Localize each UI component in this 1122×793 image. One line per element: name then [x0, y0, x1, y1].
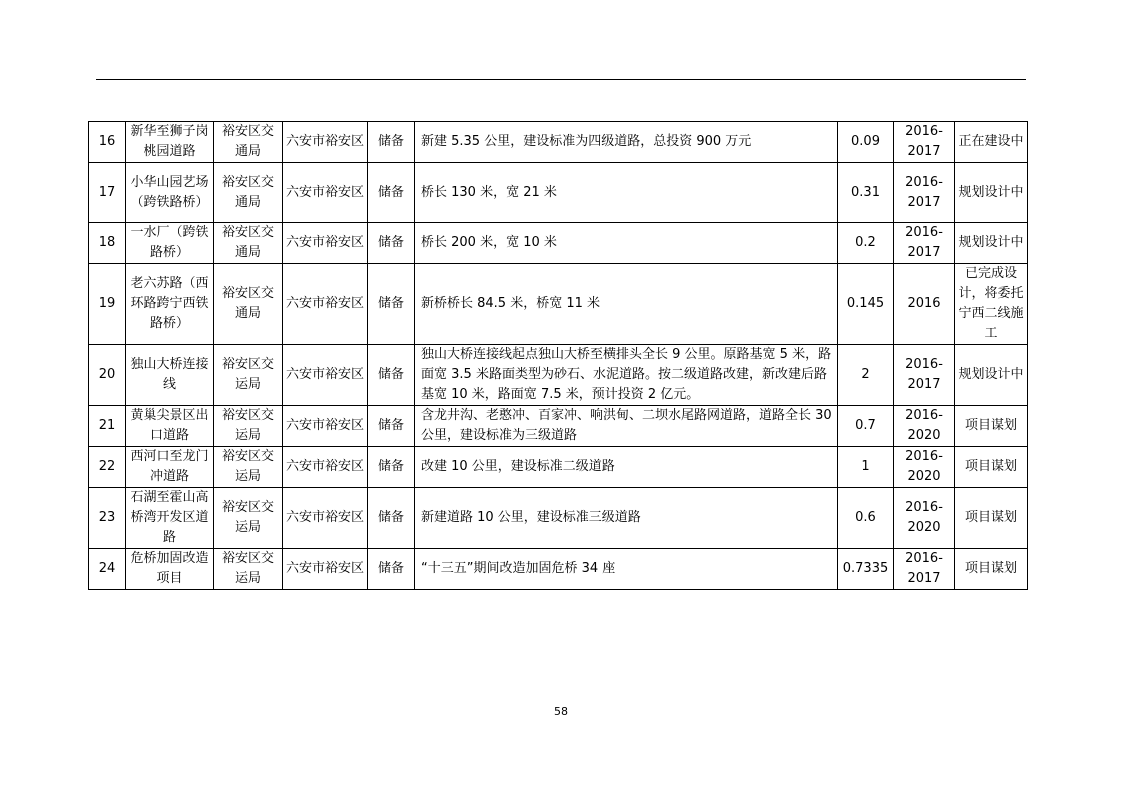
- cell-type: 储备: [368, 264, 415, 345]
- table-row: [89, 549, 1028, 590]
- cell-description: 桥长 130 米，宽 21 米: [415, 163, 838, 223]
- cell-status: 规划设计中: [955, 223, 1028, 264]
- table-row: [89, 122, 1028, 163]
- page-number: 58: [554, 705, 568, 718]
- cell-project-name: 老六苏路（西环路跨宁西铁路桥）: [126, 264, 214, 345]
- cell-period: 2016-2020: [894, 406, 955, 447]
- cell-project-name: 新华至狮子岗桃园道路: [126, 122, 214, 163]
- cell-type: 储备: [368, 406, 415, 447]
- cell-no: 16: [89, 122, 126, 163]
- table-body: [89, 122, 1028, 590]
- cell-department: 裕安区交通局: [214, 163, 283, 223]
- cell-department: 裕安区交通局: [214, 122, 283, 163]
- cell-description: 新建道路 10 公里，建设标准三级道路: [415, 488, 838, 549]
- cell-description: 独山大桥连接线起点独山大桥至横排头全长 9 公里。原路基宽 5 米，路面宽 3.5 米路面类型为砂石、水泥道路。按二级道路改建，新改建后路基宽 10 米，路面宽 7.5 米，预计投资 2 亿元。: [415, 345, 838, 406]
- cell-project-name: 西河口至龙门冲道路: [126, 447, 214, 488]
- cell-investment: 0.2: [838, 223, 894, 264]
- cell-description: 桥长 200 米，宽 10 米: [415, 223, 838, 264]
- cell-status: 规划设计中: [955, 163, 1028, 223]
- project-table: [88, 121, 1028, 590]
- cell-no: 23: [89, 488, 126, 549]
- cell-project-name: 独山大桥连接线: [126, 345, 214, 406]
- cell-period: 2016-2017: [894, 549, 955, 590]
- cell-investment: 0.09: [838, 122, 894, 163]
- cell-department: 裕安区交运局: [214, 488, 283, 549]
- cell-location: 六安市裕安区: [283, 406, 368, 447]
- cell-description: “十三五”期间改造加固危桥 34 座: [415, 549, 838, 590]
- table-row: [89, 447, 1028, 488]
- cell-location: 六安市裕安区: [283, 549, 368, 590]
- cell-investment: 0.145: [838, 264, 894, 345]
- cell-investment: 0.6: [838, 488, 894, 549]
- cell-description: 新建 5.35 公里，建设标准为四级道路，总投资 900 万元: [415, 122, 838, 163]
- cell-location: 六安市裕安区: [283, 264, 368, 345]
- cell-project-name: 石湖至霍山高桥湾开发区道路: [126, 488, 214, 549]
- cell-status: 正在建设中: [955, 122, 1028, 163]
- table-row: [89, 163, 1028, 223]
- cell-period: 2016-2017: [894, 163, 955, 223]
- cell-no: 18: [89, 223, 126, 264]
- cell-department: 裕安区交通局: [214, 264, 283, 345]
- cell-department: 裕安区交运局: [214, 447, 283, 488]
- cell-investment: 0.7335: [838, 549, 894, 590]
- cell-period: 2016-2020: [894, 447, 955, 488]
- cell-location: 六安市裕安区: [283, 122, 368, 163]
- cell-location: 六安市裕安区: [283, 447, 368, 488]
- table-row: [89, 264, 1028, 345]
- cell-no: 20: [89, 345, 126, 406]
- cell-type: 储备: [368, 122, 415, 163]
- cell-period: 2016-2017: [894, 223, 955, 264]
- cell-period: 2016: [894, 264, 955, 345]
- cell-period: 2016-2017: [894, 345, 955, 406]
- cell-no: 21: [89, 406, 126, 447]
- cell-status: 项目谋划: [955, 406, 1028, 447]
- table-row: [89, 345, 1028, 406]
- cell-department: 裕安区交运局: [214, 549, 283, 590]
- cell-no: 24: [89, 549, 126, 590]
- cell-type: 储备: [368, 223, 415, 264]
- cell-type: 储备: [368, 447, 415, 488]
- cell-project-name: 一水厂（跨铁路桥）: [126, 223, 214, 264]
- table-row: [89, 488, 1028, 549]
- cell-period: 2016-2017: [894, 122, 955, 163]
- cell-department: 裕安区交运局: [214, 406, 283, 447]
- cell-type: 储备: [368, 163, 415, 223]
- cell-location: 六安市裕安区: [283, 223, 368, 264]
- table-row: [89, 223, 1028, 264]
- cell-location: 六安市裕安区: [283, 488, 368, 549]
- cell-project-name: 黄巢尖景区出口道路: [126, 406, 214, 447]
- cell-period: 2016-2020: [894, 488, 955, 549]
- cell-status: 已完成设计，将委托宁西二线施工: [955, 264, 1028, 345]
- cell-description: 改建 10 公里，建设标准二级道路: [415, 447, 838, 488]
- cell-location: 六安市裕安区: [283, 345, 368, 406]
- table-row: [89, 406, 1028, 447]
- cell-description: 含龙井沟、老憨冲、百家冲、响洪甸、二坝水尾路网道路，道路全长 30 公里，建设标准为三级道路: [415, 406, 838, 447]
- cell-investment: 0.31: [838, 163, 894, 223]
- cell-department: 裕安区交运局: [214, 345, 283, 406]
- cell-project-name: 小华山园艺场（跨铁路桥）: [126, 163, 214, 223]
- cell-type: 储备: [368, 345, 415, 406]
- cell-no: 22: [89, 447, 126, 488]
- header-rule: [96, 79, 1026, 80]
- cell-status: 项目谋划: [955, 447, 1028, 488]
- cell-type: 储备: [368, 488, 415, 549]
- cell-investment: 1: [838, 447, 894, 488]
- cell-no: 17: [89, 163, 126, 223]
- cell-investment: 0.7: [838, 406, 894, 447]
- cell-location: 六安市裕安区: [283, 163, 368, 223]
- cell-no: 19: [89, 264, 126, 345]
- cell-investment: 2: [838, 345, 894, 406]
- cell-project-name: 危桥加固改造项目: [126, 549, 214, 590]
- cell-department: 裕安区交通局: [214, 223, 283, 264]
- cell-description: 新桥桥长 84.5 米，桥宽 11 米: [415, 264, 838, 345]
- cell-status: 规划设计中: [955, 345, 1028, 406]
- cell-status: 项目谋划: [955, 488, 1028, 549]
- cell-status: 项目谋划: [955, 549, 1028, 590]
- cell-type: 储备: [368, 549, 415, 590]
